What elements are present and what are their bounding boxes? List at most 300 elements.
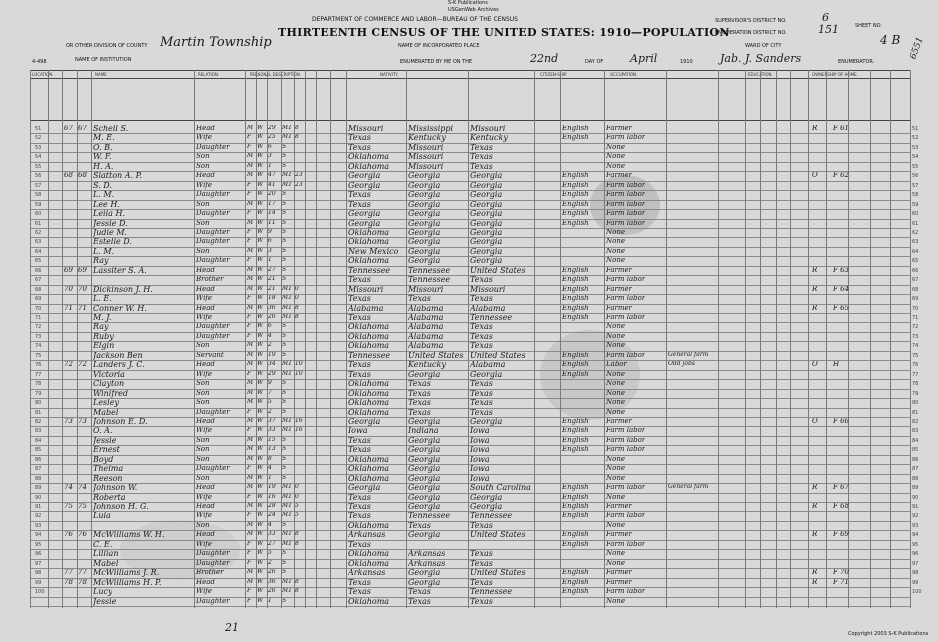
cell-race: W	[257, 295, 264, 302]
cell-age: 27	[268, 540, 276, 547]
cell-ms: S	[282, 153, 287, 160]
cell-sex: F	[247, 228, 252, 235]
cell-ms: M1	[282, 417, 292, 424]
cell-yrs: 8	[295, 588, 299, 595]
cell-ms: S	[282, 162, 287, 169]
cell-lang: English	[562, 540, 589, 548]
cell-occ: Farm labor	[606, 181, 646, 189]
cell-race: W	[257, 569, 264, 576]
cell-rel: Wife	[196, 370, 213, 378]
cell-fborn: Texas	[408, 408, 431, 417]
line-number: 78	[35, 381, 42, 388]
cell-race: W	[257, 181, 264, 188]
table-row	[0, 181, 938, 190]
cell-name: Jessie	[93, 436, 117, 445]
cell-mborn: Tennessee	[470, 314, 513, 322]
cell-born: Texas	[348, 503, 371, 511]
cell-mborn: Texas	[470, 559, 493, 568]
cell-age: 1	[268, 257, 272, 264]
cell-fm: F 65	[833, 304, 849, 312]
cell-mborn: Georgia	[470, 219, 503, 228]
cell-sex: F	[247, 143, 252, 150]
cell-ms: S	[282, 569, 287, 576]
cell-lang: English	[562, 285, 589, 293]
table-row	[0, 568, 938, 577]
cell-name: O. B.	[93, 143, 113, 152]
place-label: NAME OF INCORPORATED PLACE	[398, 43, 480, 49]
enumerated-year: 1910	[680, 59, 693, 65]
cell-race: W	[257, 380, 264, 387]
cell-name: Conner W. H.	[93, 304, 147, 313]
cell-mborn: Iowa	[470, 455, 490, 464]
cell-mborn: United States	[470, 351, 526, 360]
cell-occ: Farm labor	[606, 427, 646, 435]
cell-lang: English	[562, 125, 589, 132]
line-number: 100	[35, 589, 45, 596]
table-row	[0, 379, 938, 388]
cell-mborn: Iowa	[470, 465, 490, 474]
cell-race: W	[257, 559, 264, 566]
cell-fborn: Georgia	[408, 493, 441, 502]
form-number: 4-498	[32, 59, 47, 65]
cell-age: 14	[268, 210, 276, 217]
cell-race: W	[257, 389, 264, 396]
cell-age: 3	[268, 153, 272, 160]
cell-yrs: 0	[295, 285, 299, 292]
cell-mborn: Iowa	[470, 436, 490, 445]
line-number: 67	[912, 277, 919, 284]
cell-born: Texas	[348, 134, 371, 143]
cell-fborn: Texas	[408, 389, 431, 398]
cell-age: 11	[268, 219, 276, 226]
cell-age: 37	[268, 417, 276, 424]
cell-name: L. E.	[93, 295, 112, 304]
cell-occ: None	[606, 143, 625, 151]
cell-ms: S	[282, 399, 287, 406]
cell-race: W	[257, 238, 264, 245]
cell-yrs: 0	[295, 295, 299, 302]
line-number: 99	[35, 579, 42, 586]
sheet-value: 4 B	[880, 33, 901, 47]
cell-sex: M	[247, 342, 254, 349]
cell-age: 28	[268, 503, 276, 509]
line-number: 67	[35, 277, 42, 284]
cell-mborn: Texas	[470, 597, 493, 606]
table-row	[0, 341, 938, 350]
cell-sex: M	[247, 361, 254, 368]
cell-rel: Daughter	[196, 332, 230, 340]
cell-dw: 72	[64, 361, 73, 369]
cell-own: O	[812, 417, 818, 425]
cell-occ: Farm labor	[606, 484, 646, 492]
cell-race: W	[257, 521, 264, 528]
cell-mborn: Texas	[470, 153, 493, 162]
cell-fm: F 62	[833, 172, 849, 180]
cell-fborn: Georgia	[408, 247, 441, 256]
table-row	[0, 322, 938, 331]
cell-fborn: Alabama	[408, 304, 444, 313]
cell-ms: M1	[282, 172, 292, 179]
cell-rel: Head	[196, 266, 215, 274]
cell-name: Winifred	[93, 389, 128, 398]
archive-watermark: USGenWeb Archives	[448, 7, 499, 13]
cell-occ: Farm labor	[606, 295, 646, 303]
cell-mborn: Georgia	[470, 210, 503, 219]
cell-own: R	[812, 304, 818, 312]
line-number: 62	[35, 229, 42, 236]
cell-ms: S	[282, 143, 287, 150]
header-rule	[30, 120, 910, 121]
cell-rel: Brother	[196, 276, 224, 284]
cell-age: 34	[268, 361, 276, 368]
cell-dw: 69	[64, 266, 73, 274]
cell-dw: 74	[64, 484, 73, 492]
cell-yrs: 16	[295, 417, 303, 424]
cell-born: New Mexico	[348, 247, 399, 256]
cell-born: Texas	[348, 493, 371, 502]
cell-name: M. J.	[93, 314, 112, 322]
cell-race: W	[257, 200, 264, 207]
cell-occ: None	[606, 370, 625, 378]
line-number: 70	[912, 305, 919, 312]
cell-sex: M	[247, 474, 254, 481]
table-row	[0, 152, 938, 161]
cell-dw: 73	[64, 417, 73, 425]
cell-born: Tennessee	[348, 266, 391, 275]
cell-lang: English	[562, 578, 589, 586]
cell-fborn: Georgia	[408, 455, 441, 464]
line-number: 53	[912, 144, 919, 151]
table-row	[0, 540, 938, 549]
cell-born: Texas	[348, 314, 371, 322]
enumerated-label: ENUMERATED BY ME ON THE	[400, 59, 473, 65]
cell-name: McWilliams J. R.	[93, 569, 160, 578]
cell-race: W	[257, 257, 264, 264]
cell-mborn: Texas	[470, 332, 493, 341]
line-number: 81	[912, 409, 919, 416]
cell-sex: F	[247, 210, 252, 217]
cell-occ: None	[606, 408, 625, 416]
cell-ms: M1	[282, 493, 292, 500]
line-number: 88	[35, 475, 42, 482]
cell-ms: S	[282, 455, 287, 462]
cell-rel: Son	[196, 521, 210, 529]
cell-born: Texas	[348, 295, 371, 304]
cell-name: W. F.	[93, 153, 112, 162]
line-number: 55	[35, 163, 42, 170]
cell-mborn: Tennessee	[470, 512, 513, 521]
cell-lang: English	[562, 512, 589, 520]
cell-fm: F 63	[833, 266, 849, 274]
cell-name: Ray	[93, 323, 109, 332]
cell-ms: M1	[282, 531, 292, 538]
cell-fborn: Texas	[408, 597, 431, 606]
cell-fborn: Georgia	[408, 436, 441, 445]
cell-born: Texas	[348, 512, 371, 521]
cell-age: 7	[268, 389, 272, 396]
cell-race: W	[257, 399, 264, 406]
cell-fm: F 64	[833, 285, 849, 293]
cell-name: Lassiter S. A.	[93, 266, 147, 275]
cell-ms: S	[282, 380, 287, 387]
cell-lang: English	[562, 191, 589, 199]
cell-age: 6	[268, 238, 272, 245]
cell-own: R	[812, 285, 818, 293]
table-row	[0, 200, 938, 209]
line-number: 89	[35, 485, 42, 492]
table-row	[0, 190, 938, 199]
cell-occ: Farm labor	[606, 210, 646, 218]
cell-age: 19	[268, 351, 276, 358]
cell-name: Thelma	[93, 465, 124, 474]
cell-sex: M	[247, 446, 254, 453]
cell-fborn: Kentucky	[408, 361, 446, 370]
cell-sex: M	[247, 389, 254, 396]
cell-ms: M1	[282, 427, 292, 434]
cell-occ: Farmer	[606, 125, 633, 132]
cell-occ: None	[606, 380, 625, 388]
cell-rel: Son	[196, 436, 210, 444]
cell-fm: F 69	[833, 531, 849, 539]
cell-mborn: Iowa	[470, 427, 490, 436]
line-number: 83	[912, 428, 919, 435]
cell-race: W	[257, 427, 264, 434]
cell-sex: F	[247, 493, 252, 500]
line-number: 90	[912, 494, 919, 501]
cell-race: W	[257, 597, 264, 604]
table-row	[0, 360, 938, 369]
cell-rel: Wife	[196, 427, 213, 435]
cell-lang: English	[562, 172, 589, 180]
cell-sex: M	[247, 247, 254, 254]
table-row	[0, 351, 938, 360]
cell-name: S. D.	[93, 181, 112, 190]
cell-rel: Son	[196, 455, 210, 463]
cell-occ: Farm labor	[606, 191, 646, 199]
cell-fam: 74	[78, 484, 87, 492]
cell-mborn: Alabama	[470, 304, 506, 313]
cell-mborn: United States	[470, 569, 526, 578]
cell-rel: Head	[196, 578, 215, 586]
line-number: 85	[912, 447, 919, 454]
line-number: 83	[35, 428, 42, 435]
cell-lang: English	[562, 295, 589, 303]
cell-occ: None	[606, 238, 625, 246]
cell-name: H. A.	[93, 162, 114, 171]
cell-fborn: Missouri	[408, 162, 444, 171]
cell-mborn: Iowa	[470, 446, 490, 455]
cell-born: Georgia	[348, 219, 381, 228]
cell-sex: F	[247, 295, 252, 302]
cell-lang: English	[562, 314, 589, 321]
cell-fam: 69	[78, 266, 87, 274]
cell-mborn: Texas	[470, 342, 493, 351]
table-row	[0, 398, 938, 407]
cell-mborn: Texas	[470, 143, 493, 152]
cell-ms: S	[282, 351, 287, 358]
cell-rel: Head	[196, 531, 215, 539]
cell-name: Lula	[93, 512, 111, 521]
cell-dw: 76	[64, 531, 73, 539]
line-number: 56	[35, 173, 42, 180]
line-number: 82	[35, 418, 42, 425]
cell-name: Jessie	[93, 597, 117, 606]
cell-sex: M	[247, 531, 254, 538]
cell-sex: F	[247, 314, 252, 320]
cell-race: W	[257, 531, 264, 538]
cell-mborn: Kentucky	[470, 134, 508, 143]
cell-occ: None	[606, 455, 625, 463]
cell-fborn: Texas	[408, 399, 431, 408]
cell-rel: Son	[196, 153, 210, 161]
cell-mborn: Georgia	[470, 493, 503, 502]
cell-fam: 71	[78, 304, 87, 312]
cell-mborn: Texas	[470, 550, 493, 559]
table-row	[0, 502, 938, 511]
cell-fborn: Missouri	[408, 285, 444, 294]
cell-ms: M1	[282, 361, 292, 368]
line-number: 87	[912, 466, 919, 473]
cell-name: Johnson W.	[93, 484, 138, 493]
cell-name: McWilliams W. H.	[93, 531, 165, 540]
line-number: 58	[35, 192, 42, 199]
cell-occ: Farmer	[606, 172, 633, 180]
cell-mborn: Georgia	[470, 503, 503, 511]
cell-age: 15	[268, 436, 276, 443]
cell-fborn: Arkansas	[408, 559, 446, 568]
cell-name: Judie M.	[93, 228, 128, 237]
cell-lang: English	[562, 210, 589, 218]
header-rule	[30, 78, 910, 79]
cell-sex: M	[247, 153, 254, 160]
cell-own: O	[812, 172, 818, 180]
line-number: 54	[912, 154, 919, 161]
cell-fborn: Texas	[408, 295, 431, 304]
cell-sex: M	[247, 162, 254, 169]
cell-fborn: Georgia	[408, 257, 441, 266]
cell-mborn: Georgia	[470, 247, 503, 256]
cell-born: Texas	[348, 436, 371, 445]
line-number: 65	[35, 258, 42, 265]
line-number: 70	[35, 305, 42, 312]
cell-born: Oklahoma	[348, 474, 390, 483]
cell-ms: S	[282, 446, 287, 453]
cell-occ: Farm labor	[606, 436, 646, 444]
line-number: 96	[912, 551, 919, 558]
cell-rel: Daughter	[196, 143, 230, 151]
cell-born: Alabama	[348, 304, 384, 313]
column-header: RELATION.	[198, 72, 220, 77]
cell-sex: M	[247, 266, 254, 273]
cell-mborn: Missouri	[470, 285, 506, 294]
cell-name: Victoria	[93, 370, 125, 379]
cell-occ: Farm labor	[606, 219, 646, 227]
cell-age: 17	[268, 200, 276, 207]
cell-mborn: Georgia	[470, 238, 503, 247]
cell-dw: 75	[64, 503, 73, 510]
table-row	[0, 285, 938, 294]
cell-rel: Head	[196, 484, 215, 492]
cell-name: Landers J. C.	[93, 361, 145, 370]
cell-occ: None	[606, 153, 625, 161]
cell-own: R	[812, 125, 818, 132]
cell-rel: Wife	[196, 314, 213, 321]
table-row	[0, 266, 938, 275]
cell-age: 47	[268, 172, 276, 179]
cell-age: 26	[268, 314, 276, 320]
enumeration-label: ENUMERATION DISTRICT NO.	[715, 30, 787, 36]
cell-ms: S	[282, 219, 287, 226]
cell-born: Arkansas	[348, 569, 386, 578]
cell-ms: S	[282, 200, 287, 207]
line-number: 51	[35, 126, 42, 132]
line-number: 62	[912, 229, 919, 236]
cell-ms: M1	[282, 370, 292, 377]
cell-lang: English	[562, 351, 589, 359]
cell-ms: S	[282, 550, 287, 557]
cell-rel: Daughter	[196, 408, 230, 416]
cell-fborn: Georgia	[408, 181, 441, 190]
cell-own: R	[812, 531, 818, 539]
cell-race: W	[257, 285, 264, 292]
line-number: 53	[35, 144, 42, 151]
cell-race: W	[257, 143, 264, 150]
cell-sex: M	[247, 172, 254, 179]
cell-ms: S	[282, 276, 287, 283]
cell-yrs: 0	[295, 493, 299, 500]
table-row	[0, 587, 938, 596]
cell-fborn: Georgia	[408, 446, 441, 455]
table-row	[0, 474, 938, 483]
cell-ms: S	[282, 597, 287, 604]
cell-born: Texas	[348, 276, 371, 285]
cell-fborn: Alabama	[408, 332, 444, 341]
line-number: 63	[35, 239, 42, 246]
cell-mborn: Texas	[470, 295, 493, 304]
table-row	[0, 521, 938, 530]
cell-fm: F 68	[833, 503, 849, 510]
cell-occ: Farmer	[606, 285, 633, 293]
cell-rel: Son	[196, 200, 210, 208]
cell-born: Oklahoma	[348, 332, 390, 341]
line-number: 86	[912, 456, 919, 463]
table-row	[0, 493, 938, 502]
line-number: 60	[912, 211, 919, 218]
cell-fborn: Tennessee	[408, 512, 451, 521]
cell-age: 6	[268, 323, 272, 330]
line-number: 75	[35, 352, 42, 359]
ward-label: WARD OF CITY	[745, 43, 782, 49]
line-number: 85	[35, 447, 42, 454]
cell-age: 9	[268, 228, 272, 235]
header-rule	[30, 70, 910, 71]
cell-born: Texas	[348, 588, 371, 597]
cell-sex: M	[247, 399, 254, 406]
line-number: 73	[35, 333, 42, 340]
cell-occ: None	[606, 559, 625, 567]
line-number: 88	[912, 475, 919, 482]
table-row	[0, 417, 938, 426]
cell-rel: Wife	[196, 588, 213, 596]
cell-age: 1	[268, 162, 272, 169]
cell-race: W	[257, 540, 264, 547]
cell-race: W	[257, 417, 264, 424]
cell-name: Boyd	[93, 455, 114, 464]
cell-name: Mabel	[93, 408, 119, 417]
cell-age: 5	[268, 550, 272, 557]
cell-fm: F 66	[833, 417, 849, 425]
cell-sex: F	[247, 238, 252, 245]
